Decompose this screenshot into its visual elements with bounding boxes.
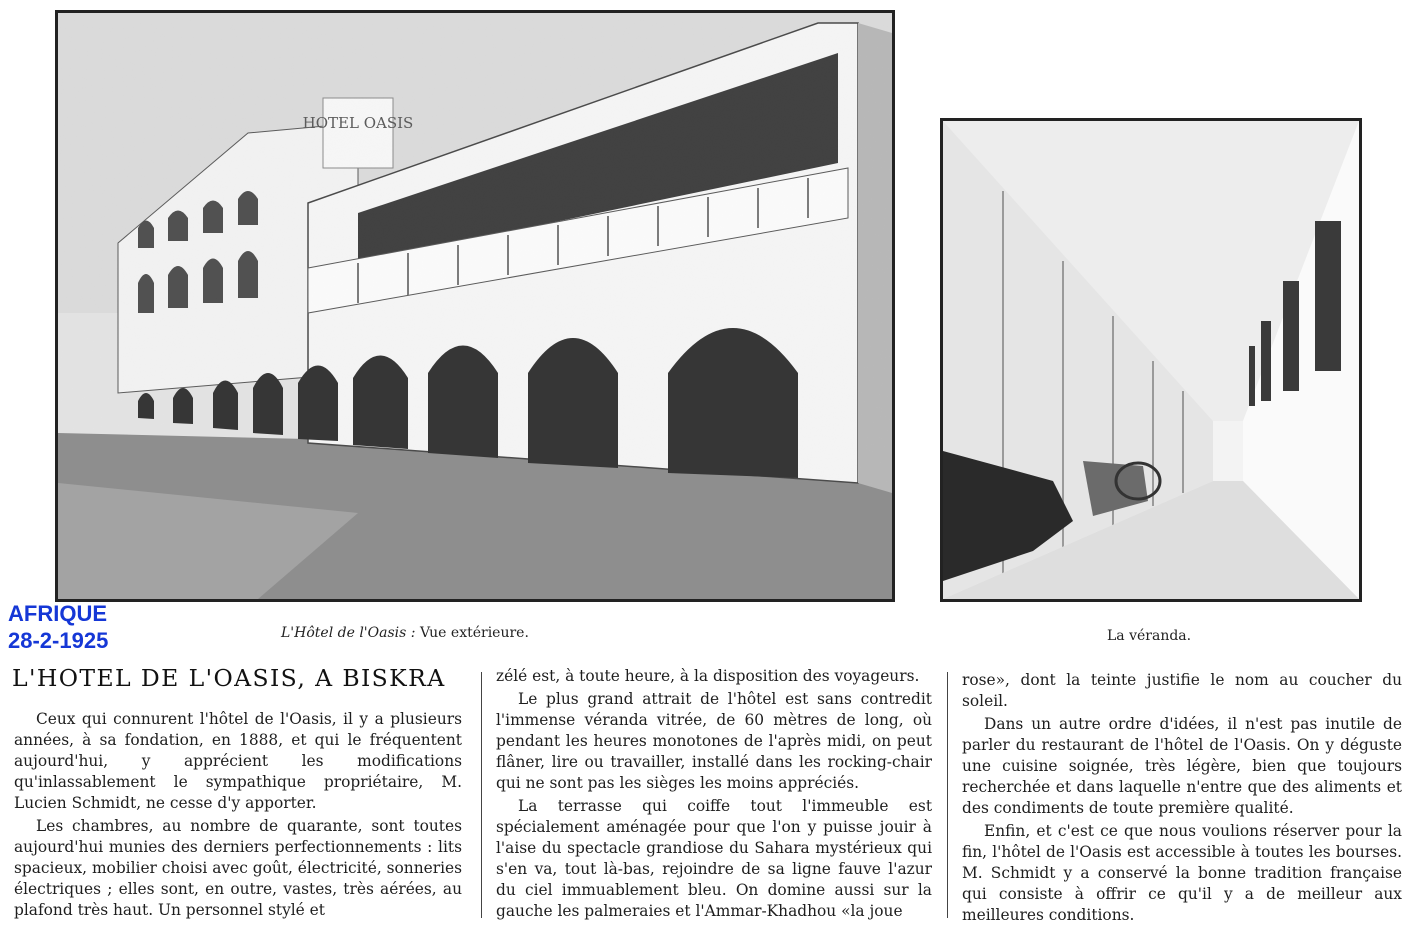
stamp-publication: AFRIQUE	[8, 601, 107, 626]
veranda-illustration	[943, 121, 1359, 599]
column-rule	[481, 672, 482, 918]
paragraph: Enfin, et c'est ce que nous voulions réserver pour la fin, l'hôtel de l'Oasis est accessible à toutes les bourses. M. Schmidt y a conservé la bonne tradition française qui consiste à offrir ce qu'il y a de meilleur aux meilleures conditions.	[962, 822, 1402, 922]
photo-veranda	[940, 118, 1362, 602]
caption-exterior	[281, 625, 529, 641]
article-column-3	[962, 670, 1402, 922]
source-stamp	[8, 600, 108, 654]
paragraph: Les chambres, au nombre de quarante, sont toutes aujourd'hui munies des derniers perfectionnements : lits spacieux, mobilier choisi avec goût, électricité, sonneries électriques ; elles sont, en outre, vastes, très aérées, au plafond très haut. Un personnel stylé et	[14, 817, 462, 919]
column-rule	[947, 672, 948, 918]
paragraph: zélé est, à toute heure, à la disposition des voyageurs.	[496, 667, 920, 685]
article-column-1	[14, 709, 462, 921]
caption-exterior-rest: Vue extérieure.	[419, 625, 529, 641]
stamp-date: 28-2-1925	[8, 628, 109, 653]
paragraph: rose», dont la teinte justifie le nom au coucher du soleil.	[962, 671, 1402, 710]
photo-hotel-exterior	[55, 10, 895, 602]
paragraph: Dans un autre ordre d'idées, il n'est pas inutile de parler du restaurant de l'hôtel de l'Oasis. On y déguste une cuisine soignée, très légère, bien que toujours recherchée et dans laquelle n'entre que des aliments et des condiments de toute première qualité.	[962, 715, 1402, 817]
paragraph: Le plus grand attrait de l'hôtel est sans contredit l'immense véranda vitrée, de 60 mètres de long, où pendant les heures monotones de l'après midi, on peut flâner, lire ou travailler, installé dans les rocking-chair qui ne sont pas les sièges les moins appréciés.	[496, 690, 932, 792]
article-headline: L'HOTEL DE L'OASIS, A BISKRA	[12, 664, 446, 692]
article-column-2	[496, 666, 932, 922]
hotel-sign-text: HOTEL OASIS	[302, 114, 414, 132]
hotel-exterior-illustration	[58, 13, 892, 599]
paragraph: Ceux qui connurent l'hôtel de l'Oasis, il y a plusieurs années, à sa fondation, en 1888, et qui le fréquentent aujourd'hui, y apprécient les modifications qu'inlassablement le sympathique propriétaire, M. Lucien Schmidt, ne cesse d'y apporter.	[14, 710, 462, 812]
caption-exterior-title: L'Hôtel de l'Oasis :	[281, 625, 416, 641]
paragraph: La terrasse qui coiffe tout l'immeuble est spécialement aménagée pour que l'on y puisse jouir à l'aise du spectacle grandiose du Sahara mystérieux qui s'en va, tout là-bas, rejoindre de sa ligne fauve l'azur du ciel immuablement bleu. On domine aussi sur la gauche les palmeraies et l'Ammar-Khadhou «la joue	[496, 797, 932, 920]
caption-veranda: La véranda.	[1107, 628, 1192, 644]
